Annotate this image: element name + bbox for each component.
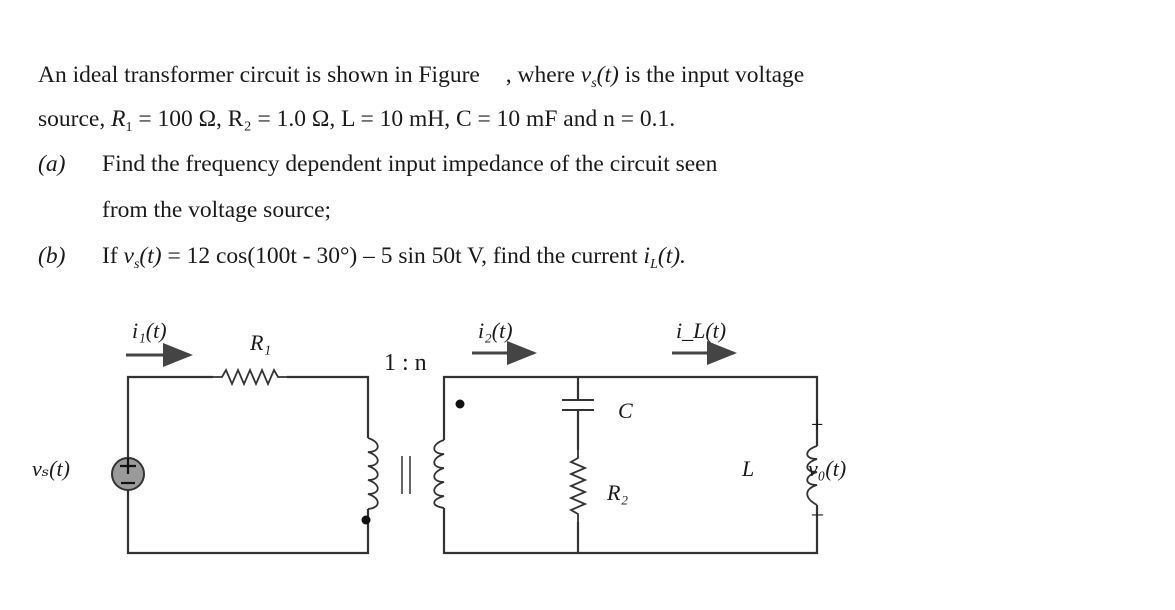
part-b-vs-subscript: s (133, 257, 140, 272)
problem-text-1c: is the input voltage (618, 62, 805, 88)
vs-subscript: s (591, 76, 597, 91)
i1-label: i₁(t) (132, 318, 167, 343)
il-subscript: L (650, 257, 658, 272)
vs-arg: (t) (596, 62, 619, 88)
voltage-source (112, 458, 144, 490)
wire-primary-bottom (128, 490, 368, 553)
vo-plus-sign: + (811, 412, 824, 437)
vo-label: v₀(t) (808, 456, 847, 481)
r1-resistor (213, 370, 287, 384)
problem-text-1b: , where (505, 62, 581, 88)
wire-source-top (128, 377, 213, 457)
part-b-expression: = 12 cos(100t - 30°) – 5 sin 50t V, (167, 243, 487, 269)
i2-label: i₂(t) (478, 318, 513, 343)
capacitor (562, 400, 594, 410)
wire-secondary-bottom (444, 505, 817, 553)
part-a-label: (a) (38, 151, 66, 177)
primary-polarity-dot (362, 516, 371, 525)
part-b-text-a: If (102, 243, 124, 269)
part-b-label: (b) (38, 243, 66, 269)
r1-subscript: 1 (125, 120, 133, 135)
r2-resistor (571, 450, 585, 522)
inductor-label: L (742, 456, 755, 481)
part-b-vs-arg: (t) (139, 243, 162, 269)
secondary-polarity-dot (456, 400, 465, 409)
vo-minus-sign: – (812, 500, 823, 525)
primary-coil (368, 438, 378, 509)
il-symbol: i (643, 243, 651, 269)
wire-primary-top (287, 377, 368, 438)
il-label: i_L(t) (676, 318, 727, 343)
r1-symbol: R (111, 106, 126, 132)
part-a-text-2: from the voltage source; (102, 197, 332, 223)
vs-symbol: v (580, 62, 592, 88)
part-b-text-b: find the current (486, 243, 644, 269)
r2-label: R₂ (607, 480, 629, 505)
part-b-vs-symbol: v (123, 243, 134, 269)
problem-text-1a: An ideal transformer circuit is shown in Figure (38, 62, 486, 88)
r1-label: R₁ (250, 330, 272, 355)
il-arg: (t). (657, 243, 686, 269)
turns-ratio-label: 1 : n (384, 350, 427, 376)
secondary-coil (434, 440, 444, 508)
problem-text-2a: source, (38, 106, 112, 132)
capacitor-label: C (618, 398, 633, 423)
parameter-values: = 100 Ω, R₂ = 1.0 Ω, L = 10 mH, C = 10 mF and n = 0.1. (138, 106, 676, 132)
transformer-core (402, 456, 410, 494)
part-a-text: Find the frequency dependent input impedance of the circuit seen (102, 151, 718, 177)
vs-label: vₛ(t) (32, 456, 70, 481)
